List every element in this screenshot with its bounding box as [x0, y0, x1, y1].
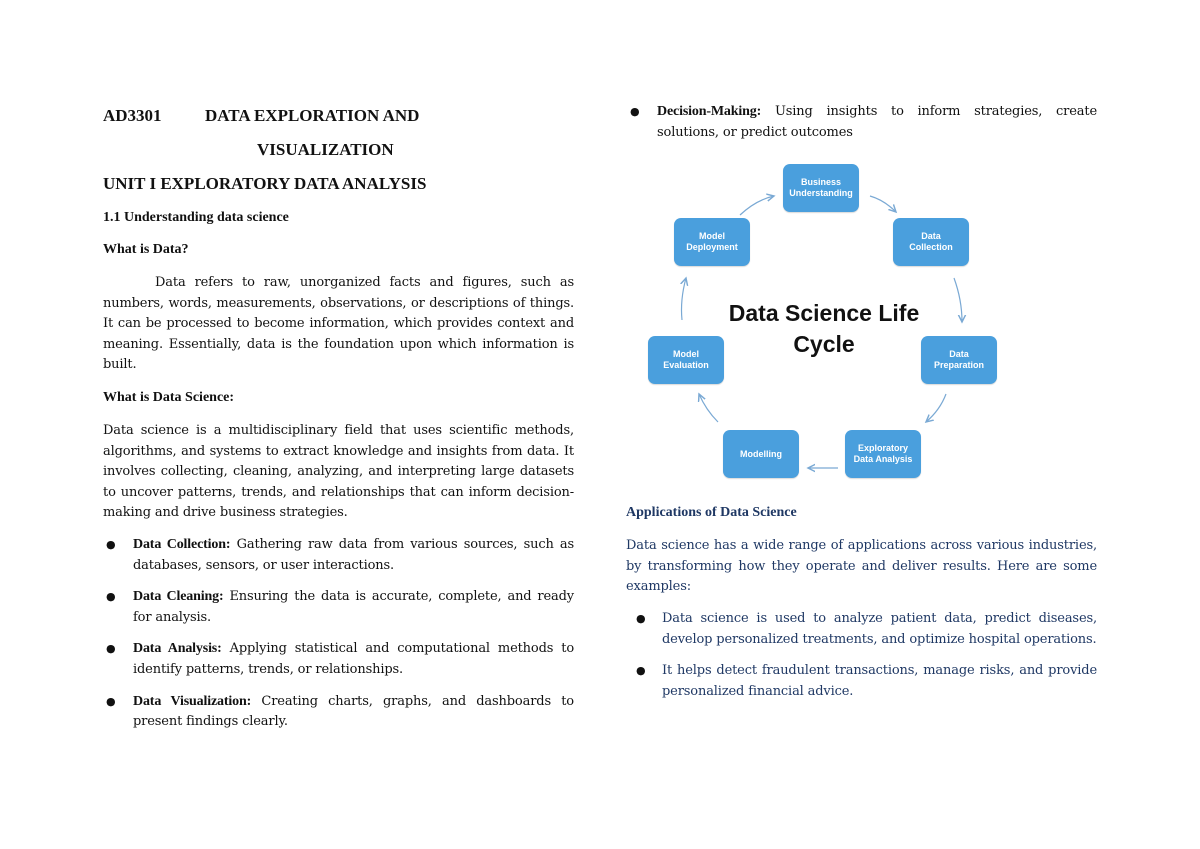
step-desc: Gathering raw data from various sources, such as databases, sensors, or user interactions.	[133, 537, 574, 573]
step-desc: Using insights to inform strategies, create solutions, or predict outcomes	[657, 104, 1097, 140]
bullet-icon: ●	[630, 105, 640, 118]
course-code: AD3301	[103, 106, 162, 125]
applications-intro: Data science has a wide range of applications across various industries, by transforming how they operate and deliver results. Here are some examples:	[626, 538, 1097, 595]
node-model-evaluation	[648, 336, 724, 384]
unit-title: UNIT I EXPLORATORY DATA ANALYSIS	[103, 174, 427, 193]
step-desc: Creating charts, graphs, and dashboards to present findings clearly.	[133, 693, 574, 730]
node-label: Collection	[909, 242, 953, 252]
node-label: Data	[949, 349, 969, 359]
node-label: Deployment	[686, 242, 738, 252]
diagram-title-line1: Data Science Life	[728, 300, 920, 326]
course-title-line2: VISUALIZATION	[257, 140, 394, 159]
course-title-line1: DATA EXPLORATION AND	[205, 106, 420, 125]
step-desc: Ensuring the data is accurate, complete, and ready for analysis.	[133, 589, 574, 625]
arrow-evaluation-to-deploy	[682, 278, 687, 320]
list-item	[106, 587, 574, 628]
diagram-title-line2: Cycle	[793, 331, 855, 357]
step-term: Data Collection:	[133, 537, 231, 552]
bullet-icon: ●	[636, 612, 646, 625]
node-label: Model	[672, 349, 699, 359]
what-is-data-heading: What is Data?	[103, 242, 189, 257]
step-term: Data Cleaning:	[133, 589, 224, 605]
bullet-icon: ●	[106, 538, 116, 551]
node-label: Data Analysis	[853, 454, 913, 464]
node-modelling	[723, 430, 799, 478]
lifecycle-steps-list	[106, 535, 574, 744]
arrow-preparation-to-eda	[926, 394, 946, 422]
node-label: Understanding	[789, 188, 853, 198]
node-label: Preparation	[933, 360, 984, 370]
bullet-icon: ●	[636, 664, 646, 678]
bullet-icon: ●	[106, 642, 116, 656]
arrow-modelling-to-evaluation	[699, 394, 718, 422]
arrow-business-to-collection	[870, 196, 896, 212]
list-item	[106, 535, 574, 576]
list-item	[626, 661, 1097, 702]
node-data-collection	[893, 218, 969, 266]
node-label: Model	[698, 231, 725, 241]
applications-list	[626, 609, 1097, 713]
what-is-ds-heading: What is Data Science:	[103, 390, 235, 405]
node-label: Data	[921, 231, 941, 241]
node-label: Business	[800, 177, 841, 187]
node-label: Exploratory	[857, 443, 908, 453]
node-label: Modelling	[740, 448, 782, 459]
what-is-data-paragraph: Data refers to raw, unorganized facts and figures, such as numbers, words, measurements, observations, or descriptions of things. It can be processed to become information, which provides context and meaning. Essentially, data is the foundation upon which information is built.	[103, 275, 574, 373]
step-term: Data Visualization:	[133, 693, 252, 709]
section-heading: 1.1 Understanding data science	[103, 210, 289, 225]
arrow-collection-to-preparation	[954, 278, 962, 322]
diagram-title	[714, 298, 934, 360]
step-desc: Applying statistical and computational methods to identify patterns, trends, or relationships.	[133, 641, 574, 677]
applications-heading: Applications of Data Science	[626, 505, 797, 520]
list-item	[630, 102, 1097, 143]
node-business-understanding	[783, 164, 859, 212]
decision-list	[630, 102, 1097, 154]
node-exploratory-data-analysis	[845, 430, 921, 478]
lifecycle-diagram	[644, 160, 1004, 486]
list-item	[106, 692, 574, 733]
list-item	[106, 639, 574, 680]
what-is-ds-paragraph: Data science is a multidisciplinary field that uses scientific methods, algorithms, and systems to extract knowledge and insights from data. It involves collecting, cleaning, analyzing, and interpreting large datasets to uncover patterns, trends, and relationships that can inform decision-making and drive business strategies.	[103, 423, 574, 521]
node-label: Evaluation	[663, 360, 709, 370]
bullet-icon: ●	[106, 590, 116, 604]
course-header	[103, 106, 574, 126]
application-text: Data science is used to analyze patient data, predict diseases, develop personalized treatments, and optimize hospital operations.	[662, 611, 1097, 647]
step-term: Data Analysis:	[133, 641, 222, 657]
node-model-deployment	[674, 218, 750, 266]
list-item	[626, 609, 1097, 650]
arrow-deploy-to-business	[740, 196, 774, 215]
step-term: Decision-Making:	[657, 104, 762, 119]
application-text: It helps detect fraudulent transactions, manage risks, and provide personalized financial advice.	[662, 663, 1097, 699]
bullet-icon: ●	[106, 694, 116, 708]
